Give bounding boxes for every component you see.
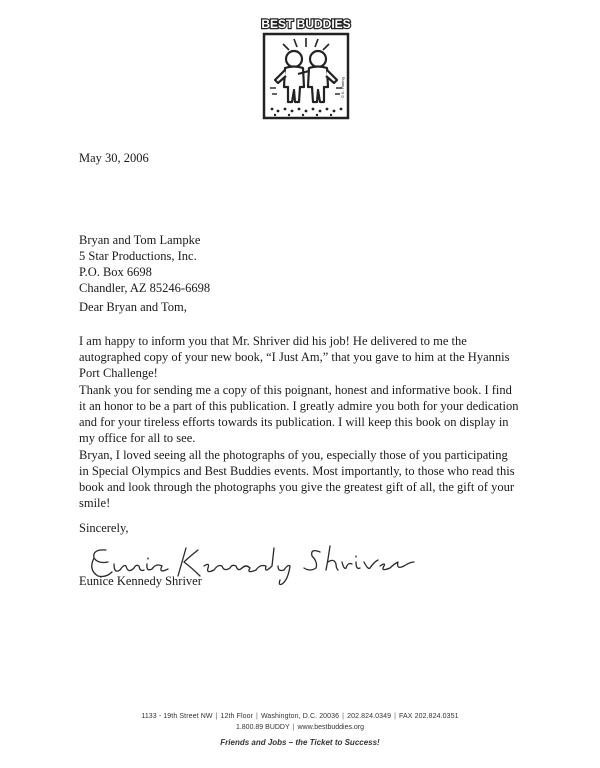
salutation: Dear Bryan and Tom, (79, 300, 187, 314)
best-buddies-logo (258, 14, 354, 122)
footer-fax: FAX 202.824.0351 (399, 713, 459, 720)
footer-street: 1133 - 19th Street NW (141, 713, 213, 720)
footer-address: 1133 - 19th Street NW | 12th Floor | Washington, D.C. 20036 | 202.824.0349 | FAX 202.824.0351 (141, 713, 459, 720)
recipient-line: Chandler, AZ 85246-6698 (79, 281, 211, 295)
footer-floor: 12th Floor (220, 713, 254, 720)
footer-contact: 1.800.89 BUDDY | www.bestbuddies.org (235, 724, 365, 731)
body-paragraph-1: I am happy to inform you that Mr. Shriver did his job! He delivered to me the autographed copy of your new book, “I Just Am,” that you gave to him at the Hyannis Port Challenge! (79, 334, 510, 380)
footer-website: www.bestbuddies.org (297, 724, 365, 731)
closing: Sincerely, (79, 521, 129, 535)
svg-text:BEST BUDDIES: BEST BUDDIES (261, 17, 351, 31)
footer-tagline: Friends and Jobs – the Ticket to Success! (220, 738, 380, 747)
footer-phone: 1.800.89 BUDDY (235, 724, 290, 731)
recipient-line: 5 Star Productions, Inc. (79, 249, 197, 263)
two-figures-embracing-icon (258, 14, 354, 122)
svg-text:© K. Haring: © K. Haring (340, 77, 345, 98)
body-paragraph-2: Thank you for sending me a copy of this poignant, honest and informative book. I find it an honor to be a part of this publication. I greatly admire you both for your dedication and for your tireless efforts towards its publication. I will keep this book on display in my office for all to see. (79, 383, 519, 445)
letter-date: May 30, 2006 (79, 151, 149, 165)
footer-phone-main: 202.824.0349 (347, 713, 392, 720)
footer-city: Washington, D.C. 20036 (260, 713, 340, 720)
signer-name: Eunice Kennedy Shriver (79, 574, 202, 588)
recipient-line: P.O. Box 6698 (79, 265, 152, 279)
recipient-address (79, 232, 210, 296)
body-paragraph-3: Bryan, I loved seeing all the photographs of you, especially those of you participating in Special Olympics and Best Buddies events. Most importantly, to those who read this book and look through the photographs you give the greatest gift of all, the gift of your smile! (79, 448, 515, 510)
recipient-line: Bryan and Tom Lampke (79, 233, 201, 247)
